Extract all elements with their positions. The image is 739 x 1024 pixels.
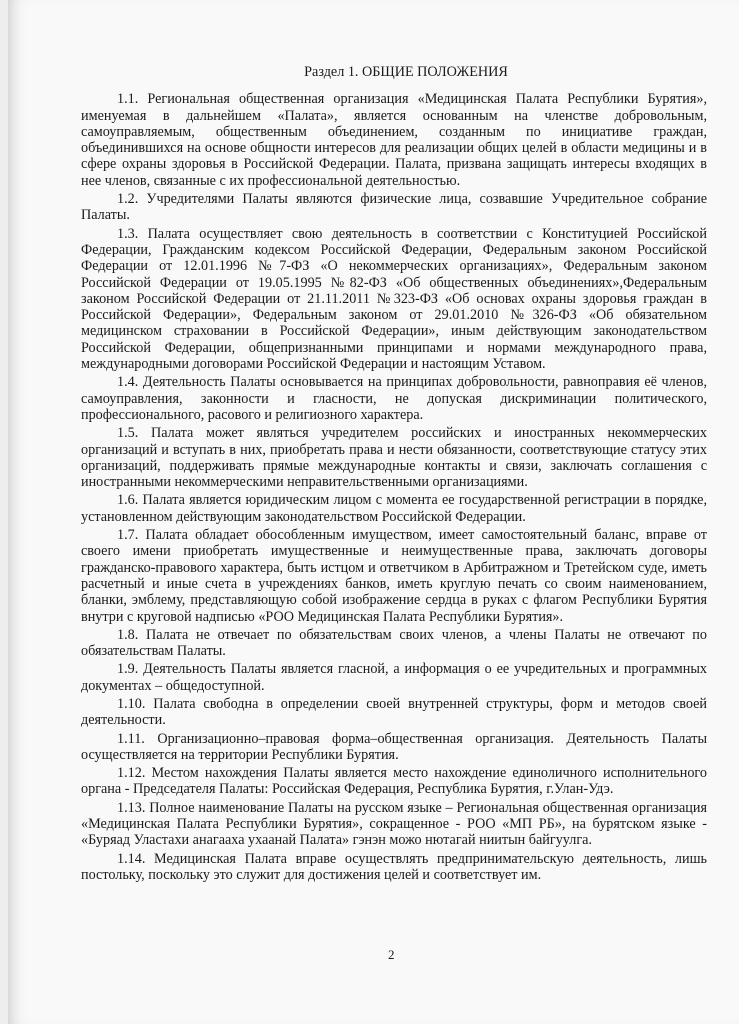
paragraph-1-10: 1.10. Палата свободна в определении своей внутренней структуры, форм и методов своей деятельности.: [81, 695, 707, 729]
document-page: [8, 0, 739, 1024]
paragraph-1-6: 1.6. Палата является юридическим лицом с момента ее государственной регистрации в порядке, установленном действующим законодательством Российской Федерации.: [81, 492, 707, 525]
paragraph-1-14: 1.14. Медицинская Палата вправе осуществлять предпринимательскую деятельность, лишь постольку, поскольку это служит для достижения целей и соответствует им.: [81, 850, 707, 883]
paragraph-1-2: 1.2. Учредителями Палаты являются физические лица, созвавшие Учредительное собрание Палаты.: [81, 191, 707, 224]
paragraph-1-7: 1.7. Палата обладает обособленным имуществом, имеет самостоятельный баланс, вправе от своего имени приобретать имущественные и неимущественные права, заключать договоры гражданско-правового характера, быть истцом и ответчиком в Арбитражном и Третейском суде, иметь расчетный и иные счета в учреждениях банков, иметь круглую печать со своим наименованием, бланки, эмблему, представляющую собой изображение сердца в руках с флагом Республики Бурятия внутри с круговой надписью «РОО Медицинская Палата Республики Бурятия».: [81, 527, 707, 625]
paragraph-1-13: 1.13. Полное наименование Палаты на русском языке – Региональная общественная организация «Медицинская Палата Республики Бурятия», сокращенное - РОО «МП РБ», на бурятском языке - «Буряад Уластахи анагааха ухаанай Палата» гэнэн можо нютагай ниитын байгуулга.: [81, 799, 707, 849]
paragraph-1-3: 1.3. Палата осуществляет свою деятельность в соответствии с Конституцией Российской Федерации, Гражданским кодексом Российской Федерации, Федеральным законом Российской Федерации от 12.01.1996 №7-ФЗ «О некоммерческих организациях», Федеральным законом Российской Федерации от 19.05.1995 №82-ФЗ «Об общественных объединениях»,Федеральным законом Российской Федерации от 21.11.2011 №323-ФЗ «Об основах охраны здоровья граждан в Российской Федерации», Федеральным законом от 29.01.2010 №326-ФЗ «Об обязательном медицинском страховании в Российской Федерации», иным действующим законодательством Российской Федерации, общепризнанными принципами и нормами международного права, международными договорами Российской Федерации и настоящим Уставом.: [81, 225, 707, 373]
page-number: 2: [388, 947, 395, 962]
paragraph-1-9: 1.9. Деятельность Палаты является гласной, а информация о ее учредительных и программных документах – общедоступной.: [81, 661, 707, 694]
paragraph-1-11: 1.11. Организационно–правовая форма–общественная организация. Деятельность Палаты осуществляется на территории Республики Бурятия.: [81, 730, 707, 763]
paragraph-1-12: 1.12. Местом нахождения Палаты является место нахождение единоличного исполнительного органа - Председателя Палаты: Российская Федерация, Республика Бурятия, г.Улан-Удэ.: [81, 765, 707, 798]
paragraph-1-1: 1.1. Региональная общественная организация «Медицинская Палата Республики Бурятия», именуемая в дальнейшем «Палата», является основанным на членстве добровольным, самоуправляемым, общественным объединением, созданным по инициативе граждан, объединившихся на основе общности интересов для реализации общих целей в области медицины и в сфере охраны здоровья в Российской Федерации. Палата, призвана защищать интересы входящих в нее членов, связанные с их профессиональной деятельностью.: [81, 91, 707, 189]
paragraph-1-5: 1.5. Палата может являться учредителем российских и иностранных некоммерческих организаций и вступать в них, приобретать права и нести обязанности, соответствующие статусу этих организаций, поддерживать прямые международные контакты и связи, заключать соглашения с иностранными некоммерческими неправительственными организациями.: [81, 425, 707, 491]
document-content: [81, 64, 707, 885]
paragraph-1-8: 1.8. Палата не отвечает по обязательствам своих членов, а члены Палаты не отвечают по обязательствам Палаты.: [81, 626, 707, 660]
paragraph-1-4: 1.4. Деятельность Палаты основывается на принципах добровольности, равноправия её членов, самоуправления, законности и гласности, не допуская дискриминации политического, профессионального, расового и религиозного характера.: [81, 374, 707, 423]
section-title: Раздел 1. ОБЩИЕ ПОЛОЖЕНИЯ: [304, 64, 508, 80]
